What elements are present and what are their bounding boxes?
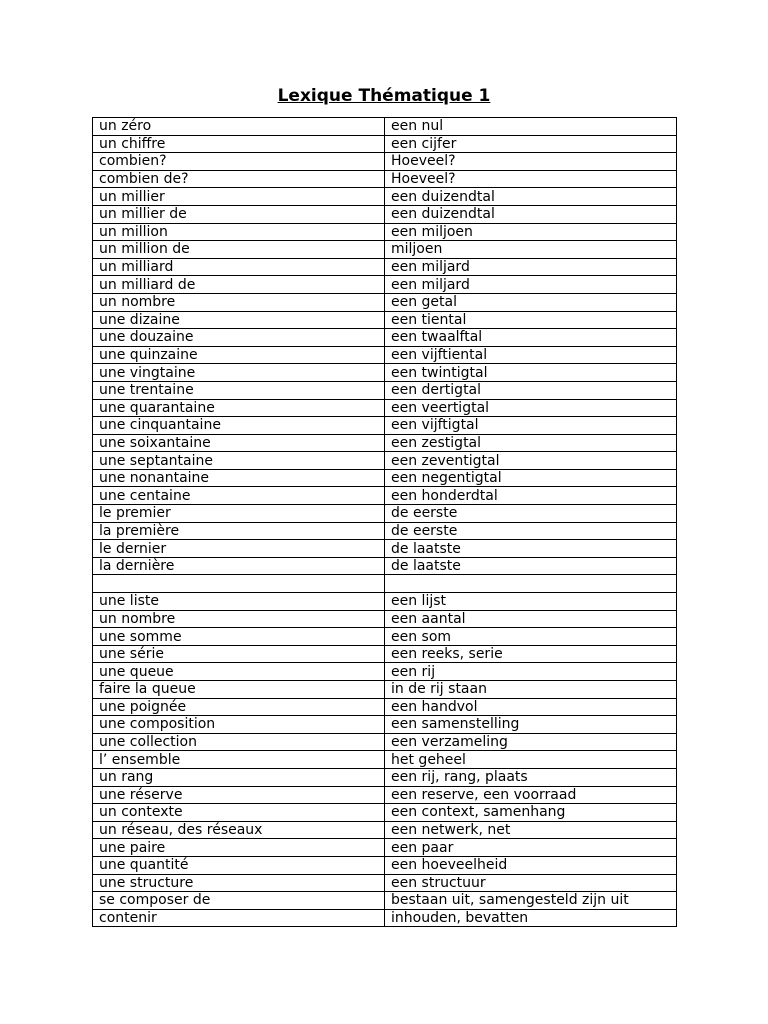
- dutch-translation: het geheel: [385, 751, 677, 769]
- french-term: faire la queue: [93, 681, 385, 699]
- dutch-translation: een hoeveelheid: [385, 856, 677, 874]
- dutch-translation: een aantal: [385, 610, 677, 628]
- dutch-translation: de laatste: [385, 557, 677, 575]
- dutch-translation: een getal: [385, 293, 677, 311]
- table-row: [93, 628, 677, 646]
- french-term: [93, 575, 385, 593]
- table-row: [93, 276, 677, 294]
- table-row: [93, 733, 677, 751]
- dutch-translation: een zeventigtal: [385, 452, 677, 470]
- dutch-translation: een honderdtal: [385, 487, 677, 505]
- dutch-translation: een cijfer: [385, 135, 677, 153]
- table-row: [93, 487, 677, 505]
- french-term: une soixantaine: [93, 434, 385, 452]
- table-row: [93, 505, 677, 523]
- dutch-translation: een som: [385, 628, 677, 646]
- dutch-translation: de eerste: [385, 505, 677, 523]
- table-row: [93, 434, 677, 452]
- french-term: une réserve: [93, 786, 385, 804]
- table-row: [93, 892, 677, 910]
- french-term: une paire: [93, 839, 385, 857]
- french-term: combien de?: [93, 170, 385, 188]
- table-row: [93, 311, 677, 329]
- table-row: [93, 540, 677, 558]
- french-term: un nombre: [93, 610, 385, 628]
- french-term: un millier: [93, 188, 385, 206]
- french-term: la première: [93, 522, 385, 540]
- dutch-translation: een netwerk, net: [385, 821, 677, 839]
- dutch-translation: een reserve, een voorraad: [385, 786, 677, 804]
- dutch-translation: bestaan uit, samengesteld zijn uit: [385, 892, 677, 910]
- french-term: une somme: [93, 628, 385, 646]
- table-row: [93, 381, 677, 399]
- french-term: une queue: [93, 663, 385, 681]
- table-row: [93, 874, 677, 892]
- french-term: une dizaine: [93, 311, 385, 329]
- french-term: un chiffre: [93, 135, 385, 153]
- page-title: Lexique Thématique 1: [277, 86, 491, 106]
- vocabulary-table-body: [93, 118, 677, 927]
- table-row: [93, 364, 677, 382]
- french-term: une nonantaine: [93, 469, 385, 487]
- dutch-translation: een vijftigtal: [385, 417, 677, 435]
- french-term: se composer de: [93, 892, 385, 910]
- dutch-translation: een miljard: [385, 276, 677, 294]
- table-row: [93, 751, 677, 769]
- french-term: un nombre: [93, 293, 385, 311]
- french-term: un contexte: [93, 804, 385, 822]
- dutch-translation: een tiental: [385, 311, 677, 329]
- dutch-translation: in de rij staan: [385, 681, 677, 699]
- table-row: [93, 205, 677, 223]
- dutch-translation: een samenstelling: [385, 716, 677, 734]
- dutch-translation: de laatste: [385, 540, 677, 558]
- table-row: [93, 417, 677, 435]
- dutch-translation: een rij: [385, 663, 677, 681]
- dutch-translation: een reeks, serie: [385, 645, 677, 663]
- table-row: [93, 258, 677, 276]
- table-row: [93, 223, 677, 241]
- dutch-translation: een twaalftal: [385, 329, 677, 347]
- table-row: [93, 786, 677, 804]
- dutch-translation: de eerste: [385, 522, 677, 540]
- french-term: une série: [93, 645, 385, 663]
- table-row: [93, 399, 677, 417]
- table-row: [93, 153, 677, 171]
- table-row: [93, 663, 677, 681]
- french-term: un zéro: [93, 118, 385, 136]
- table-row: [93, 681, 677, 699]
- table-row: [93, 241, 677, 259]
- dutch-translation: een zestigtal: [385, 434, 677, 452]
- french-term: contenir: [93, 909, 385, 927]
- dutch-translation: een miljard: [385, 258, 677, 276]
- dutch-translation: miljoen: [385, 241, 677, 259]
- dutch-translation: Hoeveel?: [385, 170, 677, 188]
- table-row: [93, 135, 677, 153]
- french-term: une composition: [93, 716, 385, 734]
- table-row: [93, 557, 677, 575]
- dutch-translation: een lijst: [385, 593, 677, 611]
- dutch-translation: een paar: [385, 839, 677, 857]
- french-term: une cinquantaine: [93, 417, 385, 435]
- french-term: une collection: [93, 733, 385, 751]
- dutch-translation: een verzameling: [385, 733, 677, 751]
- dutch-translation: inhouden, bevatten: [385, 909, 677, 927]
- dutch-translation: een rij, rang, plaats: [385, 768, 677, 786]
- french-term: une quarantaine: [93, 399, 385, 417]
- french-term: une liste: [93, 593, 385, 611]
- french-term: le premier: [93, 505, 385, 523]
- french-term: un milliard de: [93, 276, 385, 294]
- french-term: un milliard: [93, 258, 385, 276]
- dutch-translation: een vijftiental: [385, 346, 677, 364]
- table-row: [93, 118, 677, 136]
- table-row: [93, 188, 677, 206]
- table-row: [93, 856, 677, 874]
- table-row: [93, 839, 677, 857]
- french-term: l’ ensemble: [93, 751, 385, 769]
- table-row: [93, 575, 677, 593]
- dutch-translation: een nul: [385, 118, 677, 136]
- french-term: un million: [93, 223, 385, 241]
- dutch-translation: een handvol: [385, 698, 677, 716]
- french-term: le dernier: [93, 540, 385, 558]
- french-term: la dernière: [93, 557, 385, 575]
- dutch-translation: een duizendtal: [385, 188, 677, 206]
- table-row: [93, 698, 677, 716]
- french-term: une douzaine: [93, 329, 385, 347]
- dutch-translation: een miljoen: [385, 223, 677, 241]
- french-term: un millier de: [93, 205, 385, 223]
- dutch-translation: Hoeveel?: [385, 153, 677, 171]
- table-row: [93, 293, 677, 311]
- table-row: [93, 469, 677, 487]
- french-term: une centaine: [93, 487, 385, 505]
- french-term: une quinzaine: [93, 346, 385, 364]
- french-term: une quantité: [93, 856, 385, 874]
- dutch-translation: een duizendtal: [385, 205, 677, 223]
- french-term: une trentaine: [93, 381, 385, 399]
- table-row: [93, 170, 677, 188]
- dutch-translation: een veertigtal: [385, 399, 677, 417]
- french-term: une poignée: [93, 698, 385, 716]
- table-row: [93, 593, 677, 611]
- table-row: [93, 452, 677, 470]
- table-row: [93, 716, 677, 734]
- table-row: [93, 346, 677, 364]
- table-row: [93, 522, 677, 540]
- table-row: [93, 821, 677, 839]
- dutch-translation: [385, 575, 677, 593]
- table-row: [93, 610, 677, 628]
- french-term: une vingtaine: [93, 364, 385, 382]
- table-row: [93, 329, 677, 347]
- french-term: un rang: [93, 768, 385, 786]
- vocabulary-table: [92, 117, 677, 927]
- french-term: un réseau, des réseaux: [93, 821, 385, 839]
- table-row: [93, 768, 677, 786]
- french-term: un million de: [93, 241, 385, 259]
- table-row: [93, 645, 677, 663]
- dutch-translation: een dertigtal: [385, 381, 677, 399]
- dutch-translation: een context, samenhang: [385, 804, 677, 822]
- french-term: une structure: [93, 874, 385, 892]
- french-term: une septantaine: [93, 452, 385, 470]
- french-term: combien?: [93, 153, 385, 171]
- dutch-translation: een negentigtal: [385, 469, 677, 487]
- table-row: [93, 909, 677, 927]
- dutch-translation: een structuur: [385, 874, 677, 892]
- dutch-translation: een twintigtal: [385, 364, 677, 382]
- table-row: [93, 804, 677, 822]
